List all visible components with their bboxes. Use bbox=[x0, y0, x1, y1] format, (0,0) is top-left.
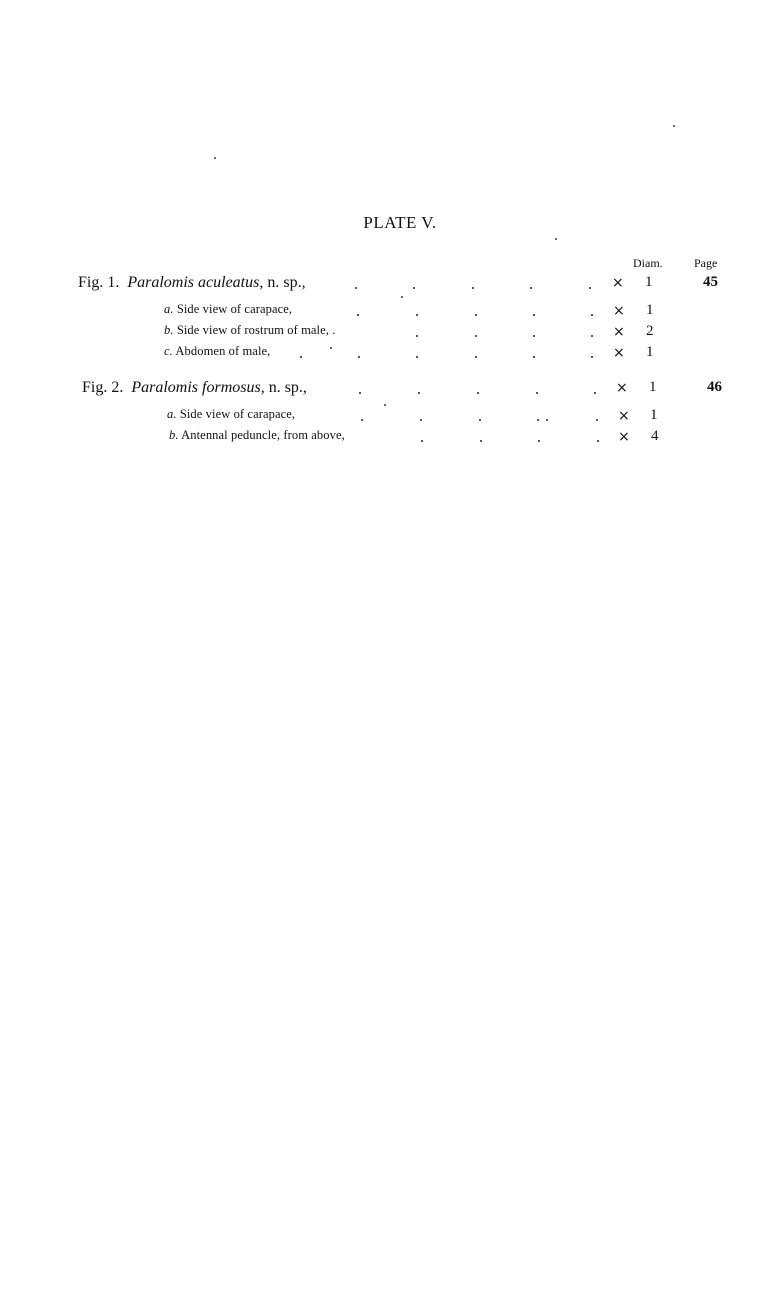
leader-dot bbox=[594, 392, 596, 394]
figure-label bbox=[78, 274, 306, 292]
leader-dot bbox=[475, 314, 477, 316]
times-sign: × bbox=[618, 429, 630, 445]
leader-dot bbox=[479, 419, 481, 421]
subfigure-letter: c. bbox=[164, 344, 173, 358]
page-number: 45 bbox=[703, 274, 718, 290]
leader-dot bbox=[546, 419, 548, 421]
subfigure-row bbox=[0, 344, 776, 364]
leader-dot bbox=[418, 392, 420, 394]
leader-dot bbox=[537, 419, 539, 421]
leader-dot bbox=[597, 440, 599, 442]
diameter-value: 2 bbox=[646, 323, 654, 339]
diameter-value: 1 bbox=[646, 344, 654, 360]
subfigure-caption: Side view of carapace, bbox=[176, 302, 293, 316]
leader-dot bbox=[416, 335, 418, 337]
leader-dot bbox=[480, 440, 482, 442]
leader-dot bbox=[421, 440, 423, 442]
leader-dot bbox=[475, 356, 477, 358]
leader-dot bbox=[533, 335, 535, 337]
scan-speck bbox=[673, 125, 675, 127]
leader-dot bbox=[358, 356, 360, 358]
subfigure-letter: a. bbox=[167, 407, 177, 421]
leader-dot bbox=[533, 314, 535, 316]
page-number: 46 bbox=[707, 379, 722, 395]
leader-dot bbox=[361, 419, 363, 421]
leader-dot bbox=[416, 314, 418, 316]
leader-dot bbox=[538, 440, 540, 442]
times-sign: × bbox=[613, 324, 625, 340]
scan-speck bbox=[384, 404, 386, 406]
leader-dot bbox=[355, 287, 357, 289]
subfigure-row bbox=[0, 407, 776, 427]
leader-dot bbox=[596, 419, 598, 421]
diameter-value: 1 bbox=[650, 407, 658, 423]
leader-dot bbox=[533, 356, 535, 358]
subfigure-caption: Antennal peduncle, from above, bbox=[181, 428, 345, 442]
leader-dot bbox=[359, 392, 361, 394]
species-name: Paralomis formosus, bbox=[131, 379, 265, 396]
subfigure-caption: Abdomen of male, bbox=[175, 344, 271, 358]
leader-dot bbox=[536, 392, 538, 394]
leader-dot bbox=[472, 287, 474, 289]
leader-dot bbox=[591, 314, 593, 316]
diameter-value: 1 bbox=[646, 302, 654, 318]
times-sign: × bbox=[612, 275, 624, 291]
leader-dot bbox=[416, 356, 418, 358]
subfigure-label bbox=[164, 302, 292, 317]
diameter-value: 1 bbox=[649, 379, 657, 395]
subfigure-label bbox=[164, 323, 335, 338]
leader-dot bbox=[591, 335, 593, 337]
subfigure-row bbox=[0, 323, 776, 343]
species-name: Paralomis aculeatus, bbox=[127, 274, 264, 291]
page-column-header: Page bbox=[694, 256, 718, 270]
leader-dot bbox=[589, 287, 591, 289]
times-sign: × bbox=[616, 380, 628, 396]
species-suffix: n. sp., bbox=[268, 379, 307, 396]
times-sign: × bbox=[618, 408, 630, 424]
leader-dot bbox=[530, 287, 532, 289]
plate-title: PLATE V. bbox=[363, 213, 437, 232]
times-sign: × bbox=[613, 303, 625, 319]
subfigure-letter: b. bbox=[169, 428, 179, 442]
species-suffix: n. sp., bbox=[267, 274, 306, 291]
leader-dot bbox=[420, 419, 422, 421]
figure-label bbox=[82, 379, 307, 397]
subfigure-caption: Side view of rostrum of male, . bbox=[176, 323, 336, 337]
scan-speck bbox=[401, 296, 403, 298]
figure-number: Fig. 2. bbox=[82, 379, 124, 396]
subfigure-letter: a. bbox=[164, 302, 174, 316]
leader-dot bbox=[591, 356, 593, 358]
diameter-value: 1 bbox=[645, 274, 653, 290]
subfigure-letter: b. bbox=[164, 323, 174, 337]
subfigure-row bbox=[0, 428, 776, 448]
subfigure-label bbox=[164, 344, 270, 359]
leader-dot bbox=[475, 335, 477, 337]
figure-row-2 bbox=[0, 379, 776, 399]
subfigure-label bbox=[167, 407, 295, 422]
diameter-value: 4 bbox=[651, 428, 659, 444]
subfigure-label bbox=[169, 428, 345, 443]
times-sign: × bbox=[613, 345, 625, 361]
scan-speck bbox=[214, 157, 216, 159]
leader-dot bbox=[357, 314, 359, 316]
scan-speck bbox=[555, 238, 557, 240]
subfigure-caption: Side view of carapace, bbox=[179, 407, 296, 421]
leader-dot bbox=[300, 356, 302, 358]
scan-speck bbox=[330, 347, 332, 349]
leader-dot bbox=[477, 392, 479, 394]
leader-dot bbox=[413, 287, 415, 289]
figure-number: Fig. 1. bbox=[78, 274, 120, 291]
subfigure-row bbox=[0, 302, 776, 322]
diam-column-header: Diam. bbox=[633, 256, 663, 270]
figure-row-1 bbox=[0, 274, 776, 294]
